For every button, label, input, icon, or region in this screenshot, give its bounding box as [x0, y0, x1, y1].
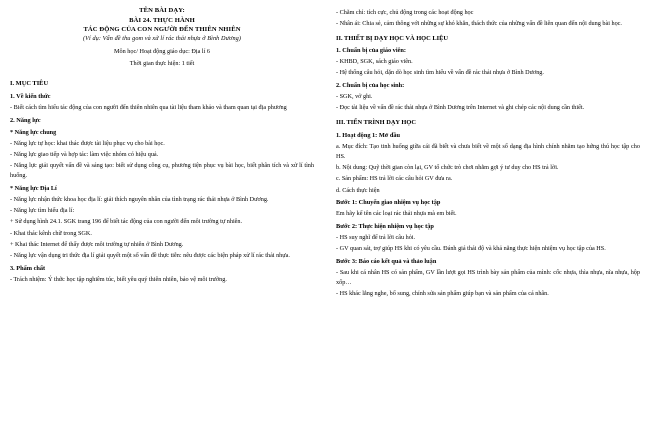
general-competency-item: - Năng lực giao tiếp và hợp tác: làm việc nhóm có hiệu quả. [10, 151, 159, 159]
section-objectives-heading: I. MỤC TIÊU [10, 80, 49, 88]
activity1-product: c. Sản phẩm: HS trả lời các câu hỏi GV đưa ra. [336, 175, 453, 183]
step2-body: - GV quan sát, trợ giúp HS khi có yêu cầu. Đánh giá thái độ và khả năng thực hiện nhiệm vụ học tập của HS. [336, 245, 606, 253]
qualities-item-continued: - Nhân ái: Chia sẻ, cảm thông với những sự khó khăn, thách thức của những vấn đề liên quan đến nội dung bài học. [336, 19, 622, 27]
activity1-heading: 1. Hoạt động 1: Mở đầu [336, 131, 401, 139]
geography-competency-item: - Khai thác kênh chữ trong SGK. [10, 229, 92, 237]
section-equipment-heading: II. THIẾT BỊ DẠY HỌC VÀ HỌC LIỆU [336, 34, 448, 42]
lesson-number-title: BÀI 24. THỰC HÀNH [129, 16, 195, 24]
geography-competency-heading: * Năng lực Địa Lí [10, 184, 57, 192]
step3-heading: Bước 3: Báo cáo kết quả và thảo luận [336, 258, 437, 266]
subsection-knowledge-heading: 1. Về kiến thức [10, 92, 51, 100]
student-prep-item: - SGK, vở ghi. [336, 93, 373, 101]
lesson-subtitle: (Ví dụ: Vấn đề thu gom và xử lí rác thải nhựa ở Bình Dương) [82, 34, 242, 42]
subsection-competency-heading: 2. Năng lực [10, 116, 41, 124]
general-competency-heading: * Năng lực chung [10, 129, 57, 136]
teacher-prep-heading: 1. Chuẩn bị của giáo viên: [336, 47, 406, 55]
student-prep-item: - Đọc tài liệu về vấn đề rác thải nhựa ở Bình Dương trên Internet và ghi chép các nội dung cần thiết. [336, 104, 585, 112]
two-column-layout [10, 6, 640, 419]
section-process-heading: III. TIẾN TRÌNH DẠY HỌC [336, 119, 416, 127]
lesson-title: TÁC ĐỘNG CỦA CON NGƯỜI ĐẾN THIÊN NHIÊN [83, 26, 241, 34]
subject-line: Môn học/ Hoạt động giáo dục: Địa lí 6 [114, 47, 210, 55]
teacher-prep-item: - KHBD, SGK, sách giáo viên. [336, 58, 413, 66]
geography-competency-item: - Năng lực vận dụng tri thức địa lí giải quyết một số vấn đề thực tiễn: nêu được các biện pháp xử lí rác thải nhựa. [10, 252, 290, 260]
geography-competency-item: - Năng lực nhận thức khoa học địa lí: giải thích nguyên nhân của tình trạng rác thải nhựa ở Bình Dương. [10, 195, 269, 203]
geography-competency-item: + Khai thác Internet để thấy được môi trường tự nhiên ở Bình Dương. [10, 240, 184, 248]
doc-title-label: TÊN BÀI DẠY: [139, 7, 185, 14]
step1-heading: Bước 1: Chuyển giao nhiệm vụ học tập [336, 199, 441, 207]
activity1-purpose: a. Mục đích: Tạo tinh huống giữa cái đã biết và chưa biết về một số dạng địa hình chính nhằm tạo hứng thú học tập cho HS. [336, 142, 640, 160]
general-competency-item: - Năng lực tự học: khai thác được tài liệu phục vụ cho bài học. [10, 139, 165, 147]
right-column [332, 6, 640, 419]
teacher-prep-item: - Hệ thống câu hỏi, dặn dò học sinh tìm hiểu về vấn đề rác thải nhựa ở Bình Dương. [336, 69, 544, 77]
step3-body: - HS khác lắng nghe, bổ sung, chỉnh sửa sản phẩm giúp bạn và sản phẩm của cá nhân. [336, 290, 549, 298]
left-column [10, 6, 318, 419]
general-competency-item: - Năng lực giải quyết vấn đề và sáng tạo: biết sử dụng công cụ, phương tiện phục vụ bài học, biết phân tích và xử lí tình huống. [10, 162, 314, 180]
qualities-item: - Trách nhiệm: Ý thức học tập nghiêm túc, biết yêu quý thiên nhiên, bảo vệ môi trường. [10, 276, 227, 283]
step2-heading: Bước 2: Thực hiện nhiệm vụ học tập [336, 223, 434, 231]
student-prep-heading: 2. Chuẩn bị của học sinh: [336, 82, 405, 90]
step1-body: Em hãy kể tên các loại rác thải nhựa mà em biết. [336, 210, 457, 218]
step3-body: - Sau khi cá nhân HS có sản phẩm, GV lần lượt gọi HS trình bày sản phẩm của mình: cốc nhựa, thìa nhựa, nĩa nhựa, hộp xốp… [336, 269, 640, 286]
geography-competency-item: + Sử dụng hình 24.1. SGK trang 196 để biết tác động của con người đến môi trường tự nhiên. [10, 218, 243, 226]
knowledge-body: - Biết cách tìm hiểu tác động của con người đến thiên nhiên qua tài liệu tham khảo và tham quan tại địa phương [10, 103, 287, 111]
step2-body: - HS suy nghĩ để trả lời câu hỏi. [336, 233, 416, 241]
activity1-content: b. Nội dung: Quỹ thời gian còn lại, GV tổ chức trò chơi nhằm gợi ý tư duy cho HS trả lời. [336, 163, 559, 171]
duration-line: Thời gian thực hiện: 1 tiết [129, 59, 195, 67]
qualities-item-continued: - Chăm chỉ: tích cực, chủ động trong các hoạt động học [336, 8, 474, 16]
geography-competency-item: - Năng lực tìm hiểu địa lí: [10, 207, 75, 215]
subsection-qualities-heading: 3. Phẩm chất [10, 265, 46, 273]
activity1-method: d. Cách thực hiện [336, 186, 380, 194]
